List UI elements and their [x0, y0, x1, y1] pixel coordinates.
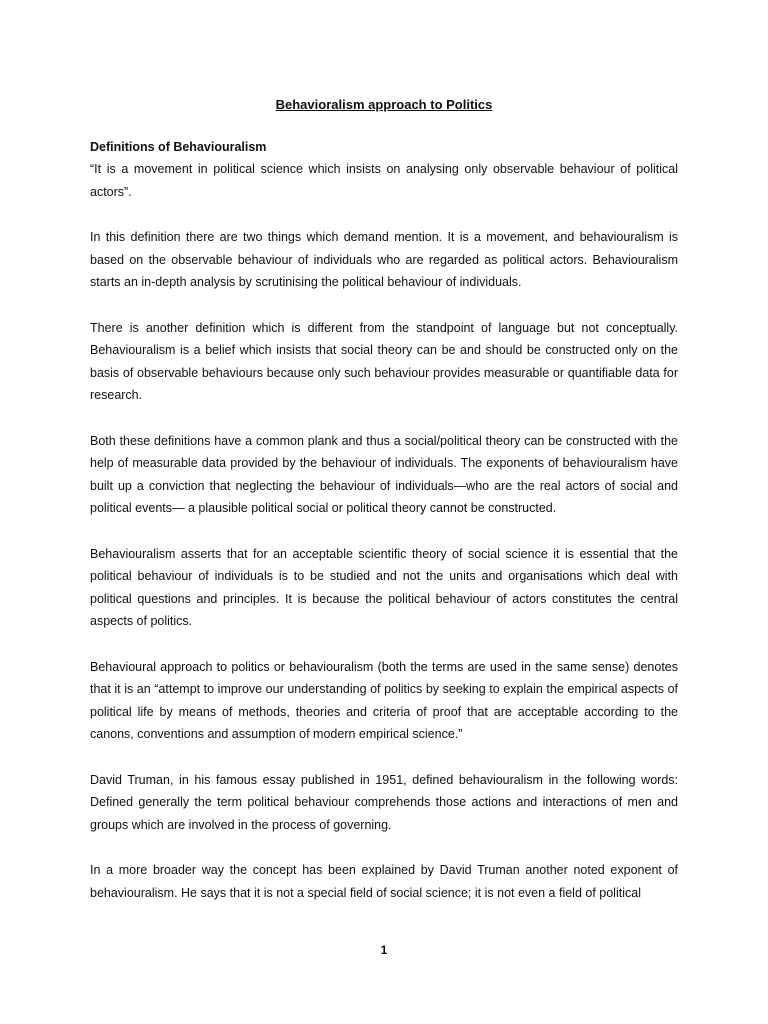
paragraph-8: In a more broader way the concept has been explained by David Truman another noted exponent of behaviouralism. He says that it is not a special field of social science; it is not even a field of political — [90, 863, 678, 900]
page-number: 1 — [380, 943, 388, 957]
document-title: Behavioralism approach to Politics — [275, 97, 493, 112]
paragraph-7: David Truman, in his famous essay published in 1951, defined behaviouralism in the following words: Defined generally the term political behaviour comprehends those actions and interactions of men and groups which are involved in the process of governing. — [90, 772, 678, 832]
paragraph-definition-quote: “It is a movement in political science which insists on analysing only observable behaviour of political actors”. — [90, 162, 678, 199]
document-page — [90, 94, 678, 927]
paragraph-6: Behavioural approach to politics or behaviouralism (both the terms are used in the same sense) denotes that it is an “attempt to improve our understanding of politics by seeking to explain the empirical aspects of political life by means of methods, theories and criteria of proof that are acceptable according to the canons, conventions and assumption of modern empirical science.” — [90, 659, 678, 741]
paragraph-3: There is another definition which is different from the standpoint of language but not conceptually. Behaviouralism is a belief which insists that social theory can be and should be constructed only on the basis of observable behaviours because only such behaviour provides measurable or quantifiable data for research. — [90, 320, 678, 402]
paragraph-2: In this definition there are two things which demand mention. It is a movement, and behaviouralism is based on the observable behaviour of individuals who are regarded as political actors. Behaviouralism starts an in-depth analysis by scrutinising the political behaviour of individuals. — [90, 230, 678, 289]
paragraph-4: Both these definitions have a common plank and thus a social/political theory can be constructed with the help of measurable data provided by the behaviour of individuals. The exponents of behaviouralism have built up a conviction that neglecting the behaviour of individuals—who are the real actors of social and political events— a plausible political social or political theory cannot be constructed. — [90, 433, 678, 515]
section-heading: Definitions of Behaviouralism — [90, 140, 267, 154]
paragraph-5: Behaviouralism asserts that for an acceptable scientific theory of social science it is essential that the political behaviour of individuals is to be studied and not the units and organisations which deal with political questions and principles. It is because the political behaviour of actors constitutes the central aspects of politics. — [90, 546, 678, 628]
